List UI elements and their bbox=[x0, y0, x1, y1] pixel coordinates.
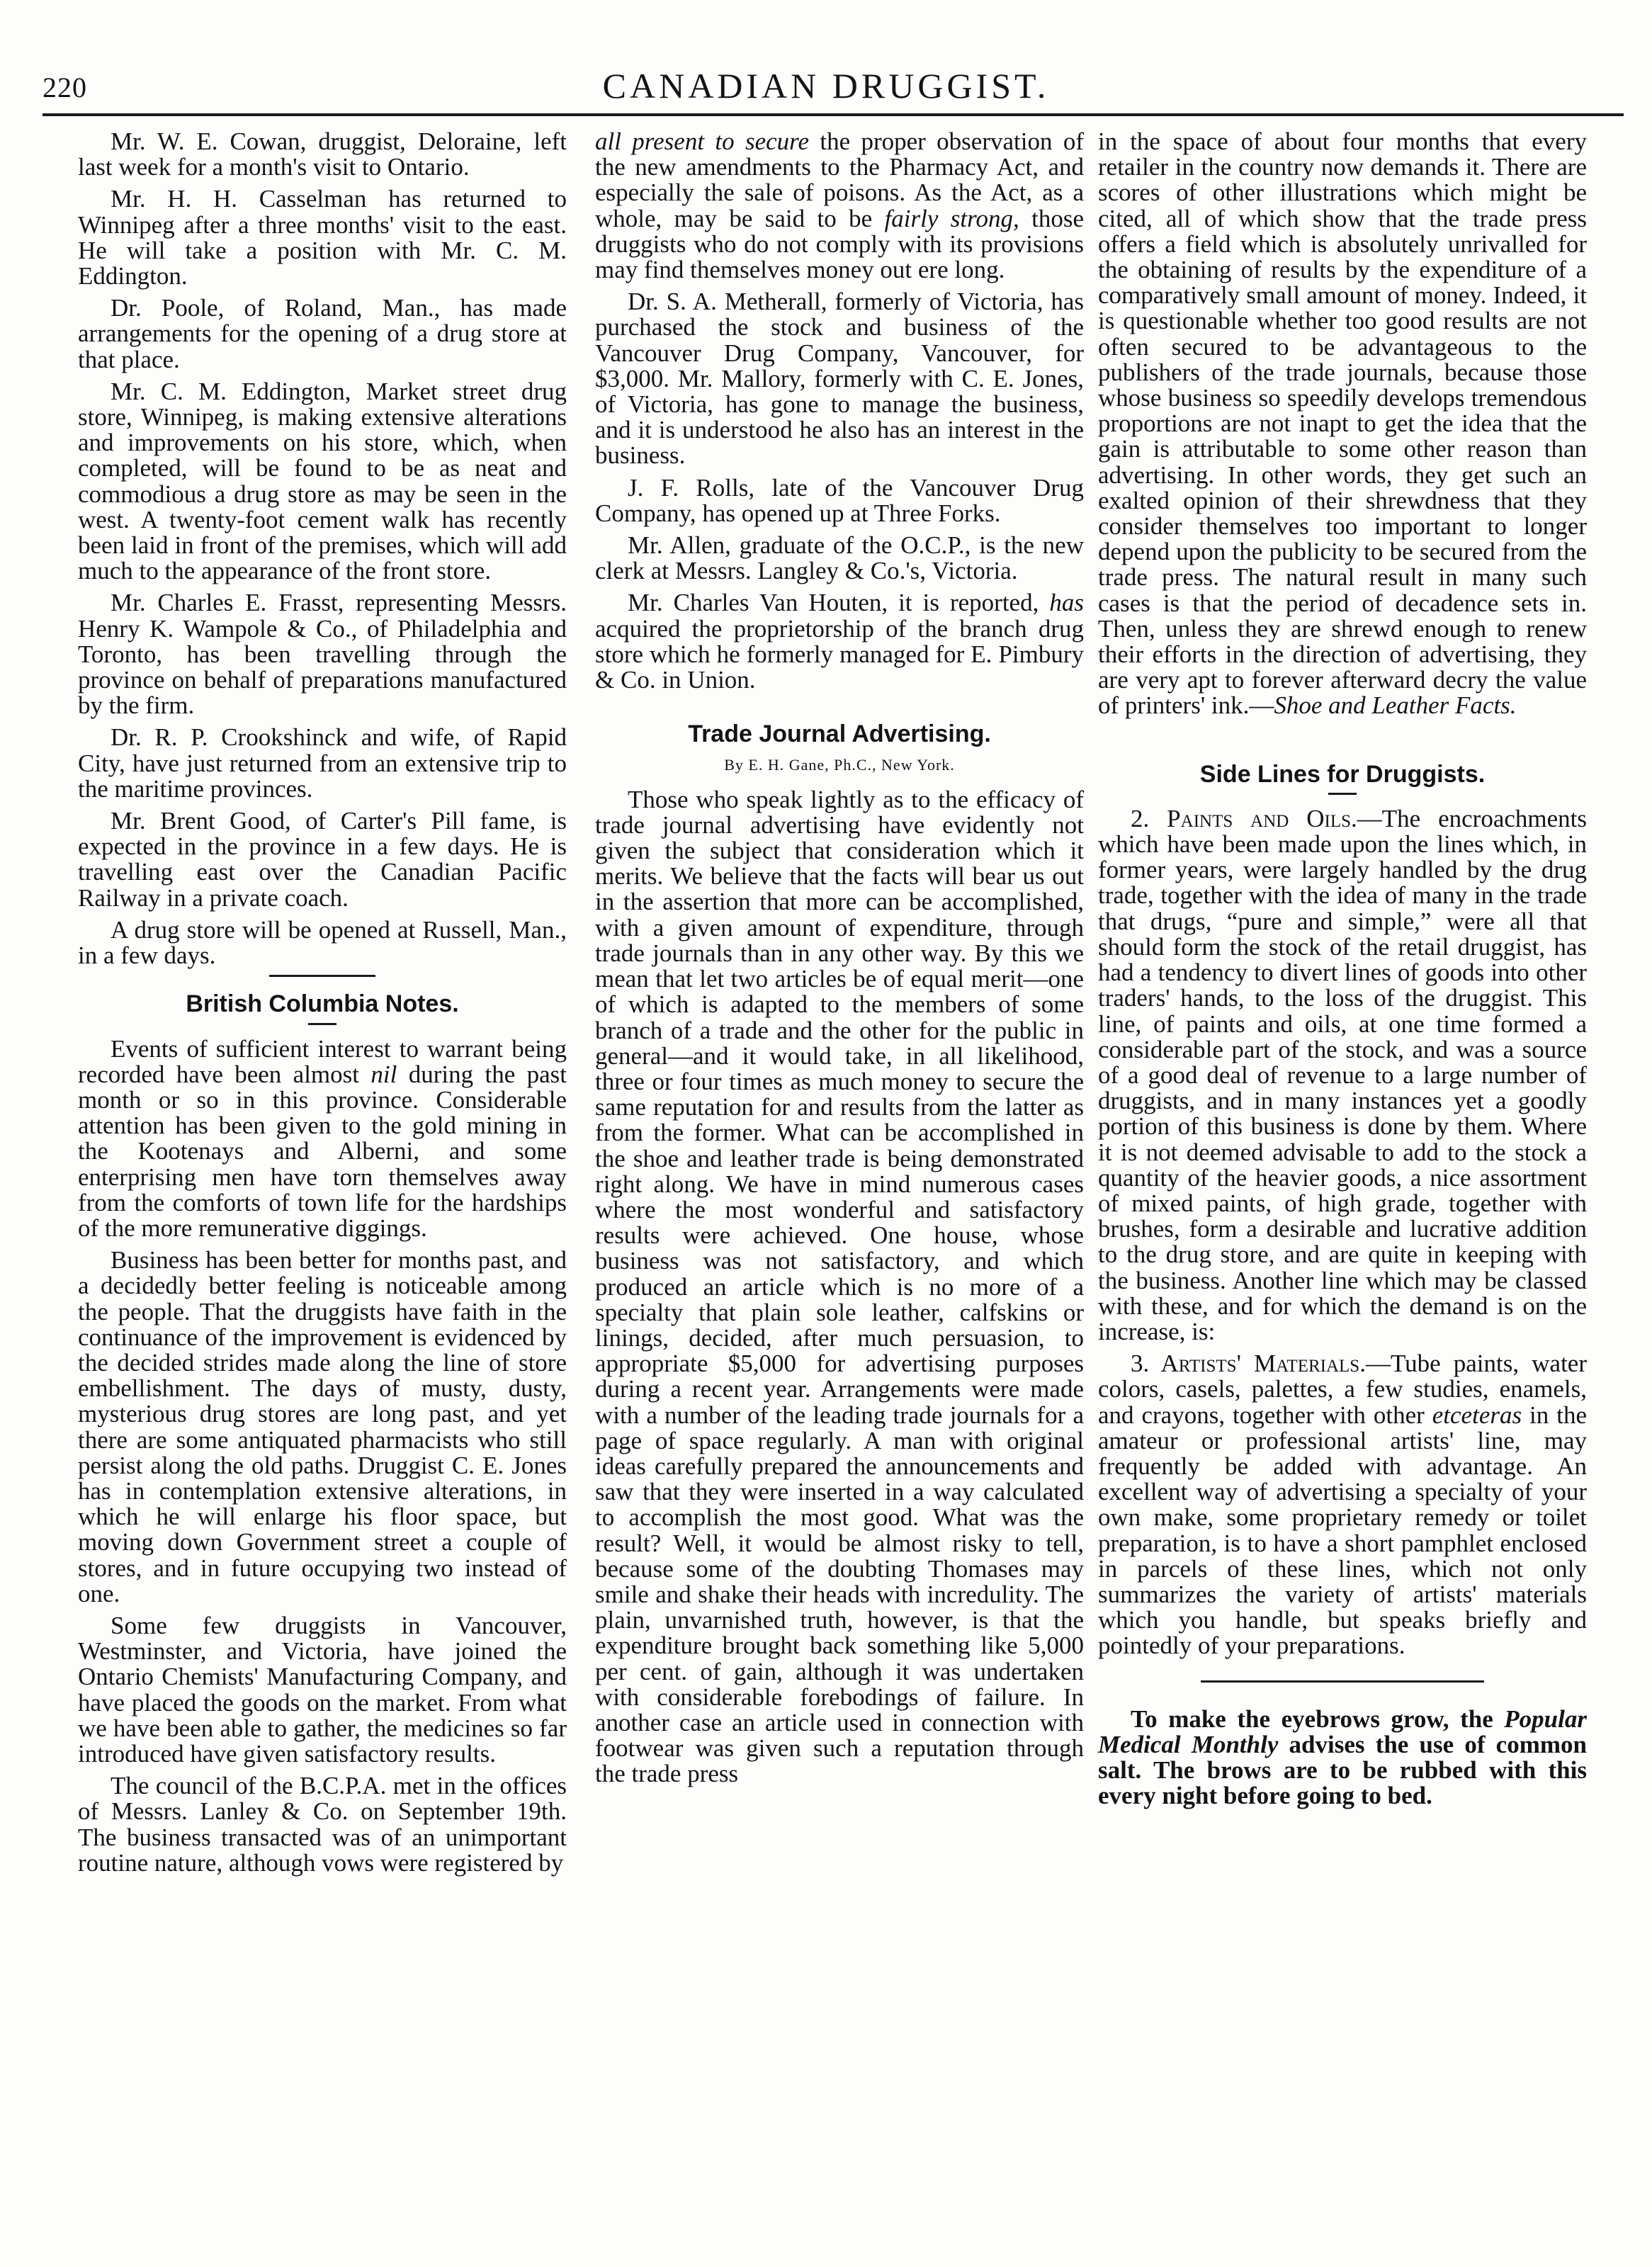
bc-paragraph: The council of the B.C.P.A. met in the offices of Messrs. Lanley & Co. on September 19th. The business transacted was of an unimportant routine nature, although vows were registered by bbox=[78, 1772, 567, 1877]
side-lines-heading: Side Lines for Druggists. bbox=[1199, 760, 1486, 788]
article-paragraph-continued: in the space of about four months that every retailer in the country now demands it. There are scores of other illustrations which might be cited, all of which show that the trade press offers a field which is absolutely unrivalled for the obtaining of results by the expenditure of a comparatively small amount of money. Indeed, it is questionable whether too good results are not often secured to be advantageous to the publishers of the trade journals, because those whose business so speedily develops tremendous proportions are not inapt to get the idea that the gain is attributable to some other reason than advertising. In other words, they get such an exalted opinion of their shrewdness that they consider themselves too important to longer depend upon the publicity to be secured from the trade press. The natural result in many such cases is that the period of decadence sets in. Then, unless they are shrewd enough to renew their efforts in the direction of advertising, they are very apt to forever afterward decry the value of printers' ink.—Shoe and Leather Facts. bbox=[1098, 128, 1587, 720]
column-1 bbox=[78, 129, 567, 1882]
bc-paragraph-continued: all present to secure the proper observation of the new amendments to the Pharmacy Act, and especially the sale of poisons. As the Act, as a whole, may be said to be fairly strong, those druggists who do not comply with its provisions may find themselves money out ere long. bbox=[595, 128, 1084, 284]
section-divider bbox=[1201, 1680, 1484, 1683]
news-item: Dr. S. A. Metherall, formerly of Victoria, has purchased the stock and business of the Vancouver Drug Company, Vancouver, for $3,000. Mr. Mallory, formerly with C. E. Jones, of Victoria, has gone to manage the business, and it is understood he also has an interest in the business. bbox=[595, 288, 1084, 470]
news-item: J. F. Rolls, late of the Vancouver Drug Company, has opened up at Three Forks. bbox=[595, 473, 1084, 527]
article-byline: By E. H. Gane, Ph.C., New York. bbox=[724, 756, 955, 774]
heading-rule bbox=[1328, 793, 1357, 795]
journal-title: CANADIAN DRUGGIST. bbox=[602, 66, 1050, 106]
news-item: Mr. Allen, graduate of the O.C.P., is the new clerk at Messrs. Langley & Co.'s, Victoria. bbox=[595, 531, 1084, 585]
article-paragraph: Those who speak lightly as to the efficacy of trade journal advertising have evidently not given the subject that consideration which it merits. We believe that the facts will bear us out in the assertion that more can be accomplished, with a given amount of expenditure, through trade journals than in any other way. By this we mean that let two articles be of equal merit—one of which is adapted to the members of some branch of a trade and the other for the public in general—and it would take, in all likelihood, three or four times as much money to secure the same reputation for and results from the latter as from the former. What can be accomplished in the shoe and leather trade is being demonstrated right along. We have in mind numerous cases where the most wonderful and satisfactory results were achieved. One house, whose business was not satisfactory, and which produced an article which is no more of a specialty that plain sole leather, calfskins or linings, decided, after much persuasion, to appropriate $5,000 for advertising purposes during a recent year. Arrangements were made with a number of the leading trade journals for a page of space regularly. A man with original ideas carefully prepared the announcements and saw that they were inserted in a way calculated to accomplish the most good. What was the result? Well, it would be almost risky to tell, because some of the doubting Thomases may smile and shake their heads with incredulity. The plain, unvarnished truth, however, is that the expenditure brought back something like 5,000 per cent. of gain, although it was undertaken with considerable forebodings of failure. In another case an article used in connection with footwear was given such a reputation through the trade press bbox=[595, 785, 1084, 1788]
news-item: Mr. Brent Good, of Carter's Pill fame, is expected in the province in a few days. He is travelling east over the Canadian Pacific Railway in a private coach. bbox=[78, 807, 567, 912]
side-lines-paragraph: 2. Paints and Oils.—The encroachments which have been made upon the lines which, in former years, were largely handled by the drug trade, together with the idea of many in the trade that drugs, “pure and simple,” were all that should form the stock of the retail druggist, has had a tendency to divert lines of goods into other traders' hands, to the loss of the druggist. This line, of paints and oils, at one time formed a considerable part of the stock, and was a source of a good deal of revenue to a large number of druggists, and in many instances yet a goodly portion of this business is done by them. Where it is not deemed advisable to add to the stock a quantity of the heavier goods, a nice assortment of mixed paints, of high grade, together with brushes, form a desirable and lucrative addition to the drug store, and are quite in keeping with the business. Another line which may be classed with these, and for which the demand is on the increase, is: bbox=[1098, 804, 1588, 1345]
bc-paragraph: Events of sufficient interest to warrant being recorded have been almost nil during the past month or so in this province. Considerable attention has been given to the gold mining in the Kootenays and Alberni, and some enterprising men have torn themselves away from the comforts of town life for the hardships of the more remunerative diggings. bbox=[78, 1034, 567, 1242]
news-item: Mr. H. H. Casselman has returned to Winnipeg after a three months' visit to the east. He will take a position with Mr. C. M. Eddington. bbox=[78, 185, 567, 290]
british-columbia-heading: British Columbia Notes. bbox=[186, 990, 459, 1018]
eyebrow-note: To make the eyebrows grow, the Popular Medical Monthly advises the use of common salt. The brows are to be rubbed with this every night before going to bed. bbox=[1098, 1705, 1587, 1810]
news-item: Mr. C. M. Eddington, Market street drug store, Winnipeg, is making extensive alterations and improvements on his store, which, when completed, will be found to be as neat and commodious a drug store as may be seen in the west. A twenty-foot cement walk has recently been laid in front of the premises, which will add much to the appearance of the front store. bbox=[78, 377, 567, 585]
trade-journal-heading: Trade Journal Advertising. bbox=[688, 720, 991, 748]
column-2 bbox=[595, 129, 1084, 1794]
news-item: A drug store will be opened at Russell, Man., in a few days. bbox=[78, 915, 567, 970]
page-number: 220 bbox=[43, 72, 87, 103]
bc-paragraph: Business has been better for months past, and a decidedly better feeling is noticeable among the people. That the druggists have faith in the continuance of the improvement is evidenced by the decided strides made along the line of store embellishment. The days of musty, dusty, mysterious drug stores are long past, and yet there are some antiquated pharmacists who still persist along the old paths. Druggist C. E. Jones has in contemplation extensive alterations, in which he will enlarge his floor space, but moving down Government street a couple of stores, and in future occupying two instead of one. bbox=[78, 1246, 567, 1607]
column-3 bbox=[1098, 129, 1587, 1815]
news-item: Mr. W. E. Cowan, druggist, Deloraine, left last week for a month's visit to Ontario. bbox=[78, 128, 567, 181]
section-divider bbox=[269, 975, 375, 977]
news-item: Mr. Charles Van Houten, it is reported, has acquired the proprietorship of the branch drug store which he formerly managed for E. Pimbury & Co. in Union. bbox=[595, 589, 1084, 694]
news-item: Dr. R. P. Crookshinck and wife, of Rapid City, have just returned from an extensive trip to the maritime provinces. bbox=[78, 723, 567, 803]
side-lines-paragraph: 3. Artists' Materials.—Tube paints, water colors, casels, palettes, a few studies, enamels, and crayons, together with other etceteras in the amateur or professional artists' line, may frequently be added with advantage. An excellent way of advertising a specialty of your own make, some proprietary remedy or toilet preparation, is to have a short pamphlet enclosed in parcels of these lines, which not only summarizes the variety of artists' materials which you handle, but speaks briefly and pointedly of your preparations. bbox=[1098, 1350, 1588, 1660]
news-item: Dr. Poole, of Roland, Man., has made arrangements for the opening of a drug store at that place. bbox=[78, 294, 567, 373]
heading-rule bbox=[308, 1023, 336, 1025]
header-rule bbox=[43, 113, 1624, 116]
bc-paragraph: Some few druggists in Vancouver, Westminster, and Victoria, have joined the Ontario Chemists' Manufacturing Company, and have placed the goods on the market. From what we have been able to gather, the medicines so far introduced have given satisfactory results. bbox=[78, 1611, 567, 1768]
news-item: Mr. Charles E. Frasst, representing Messrs. Henry K. Wampole & Co., of Philadelphia and Toronto, has been travelling through the province on behalf of preparations manufactured by the firm. bbox=[78, 589, 567, 720]
